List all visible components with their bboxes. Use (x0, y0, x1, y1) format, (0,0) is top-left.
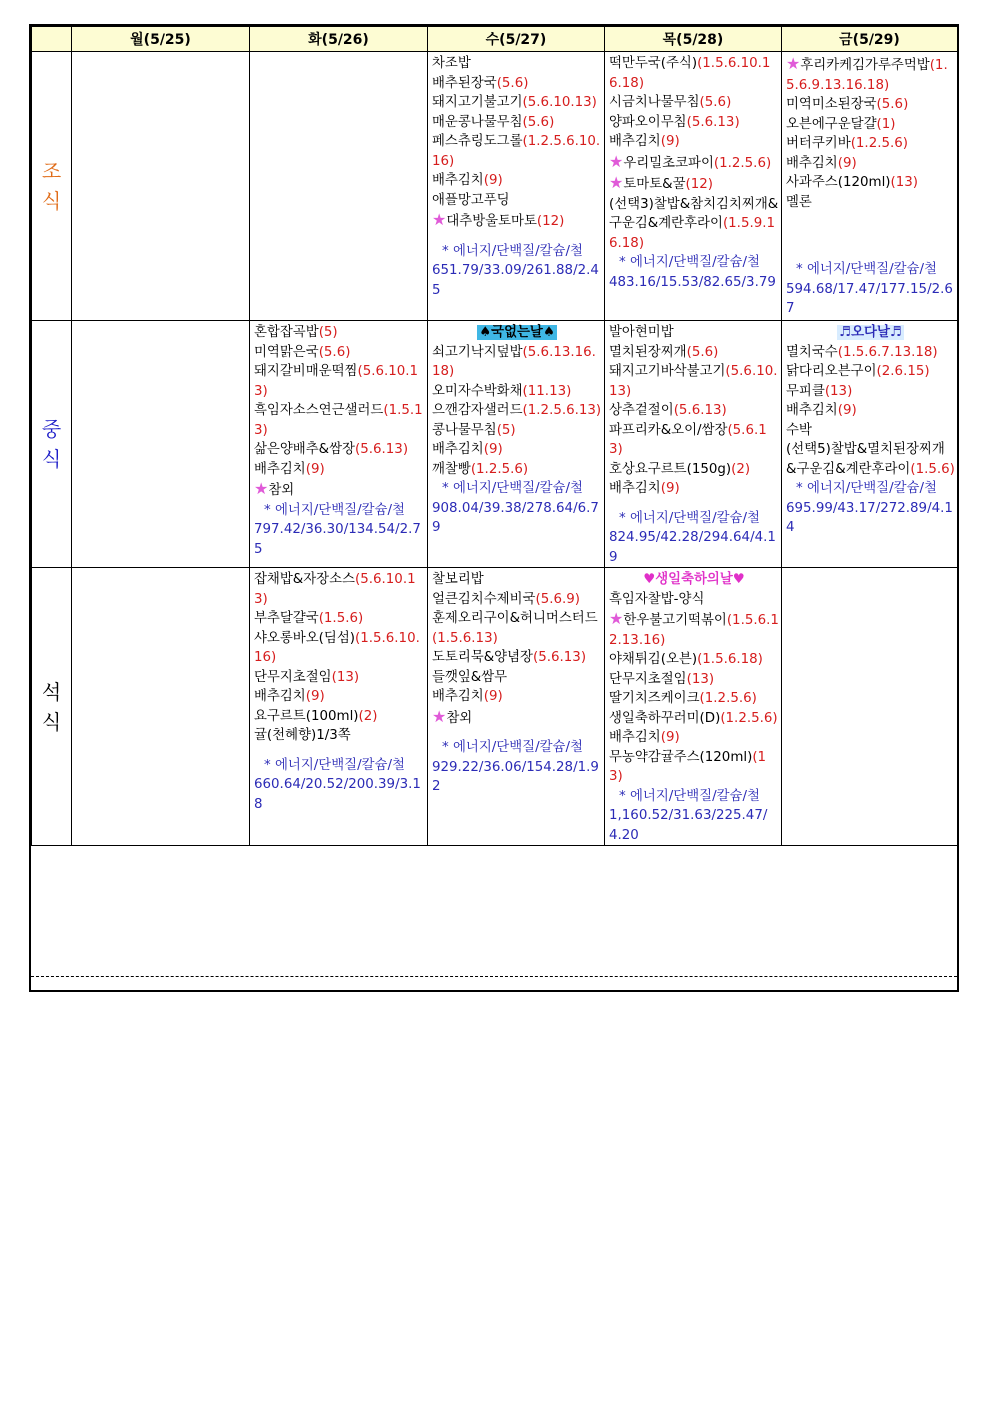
menu-item (609, 590, 779, 610)
menu-item (254, 687, 425, 707)
allergen-codes: (5.6.10.13) (609, 364, 778, 399)
corner-cell (32, 27, 72, 52)
menu-item-name: 찰보리밥 (432, 572, 484, 587)
menu-item-name: 돼지고기불고기 (432, 95, 523, 110)
menu-item-name: 사과주스(120ml) (786, 175, 891, 190)
star-icon: ★ (609, 609, 624, 628)
allergen-codes: (2.6.15) (876, 364, 930, 379)
breakfast-row (32, 52, 958, 321)
menu-item (432, 590, 602, 610)
meal-label-char: 조 (41, 159, 62, 183)
menu-item (786, 193, 955, 213)
menu-item-name: 후리카케김가루주먹밥 (800, 58, 930, 73)
nutrition-label: * 에너지/단백질/칼슘/철 (796, 481, 937, 496)
menu-item-name: 배추김치 (432, 442, 484, 457)
nutrition-label: * 에너지/단백질/칼슘/철 (442, 740, 583, 755)
nutrition-label: * 에너지/단백질/칼슘/철 (619, 510, 760, 526)
nutrition-values: 824.95/42.28/294.64/4.19 (609, 530, 776, 565)
nutrition-values: 797.42/36.30/134.54/2.75 (254, 522, 421, 557)
menu-item-name: 돼지고기바삭불고기 (609, 364, 726, 379)
nutrition-label: * 에너지/단백질/칼슘/철 (264, 757, 405, 773)
menu-item (432, 382, 602, 402)
menu-item-name: 참외 (268, 483, 295, 498)
allergen-codes: (5.6.13) (533, 650, 587, 665)
menu-list (72, 52, 249, 54)
menu-list (250, 321, 427, 559)
allergen-codes: (1.2.5.6.13) (522, 403, 602, 418)
allergen-codes: (1.5.6.7.13.18) (837, 344, 938, 360)
menu-item-name: 배추김치 (609, 481, 661, 496)
menu-item (432, 171, 602, 191)
menu-item (609, 650, 779, 670)
menu-item (786, 134, 955, 154)
menu-item (432, 343, 602, 382)
allergen-codes: (1.5.6.10.16) (254, 630, 420, 665)
menu-item (432, 687, 602, 707)
menu-item-name: 무피클 (786, 383, 825, 399)
menu-item-name: (선택5)찰밥&멸치된장찌개&구운김&계란후라이 (786, 442, 945, 477)
menu-list (250, 52, 427, 54)
menu-item-name: 부추달걀국 (254, 611, 319, 626)
menu-item-name: 배추김치 (609, 134, 661, 149)
menu-item-name: 떡만두국(주식) (609, 56, 698, 71)
menu-item-name: 샤오롱바오(딤섬) (254, 630, 355, 646)
menu-list (428, 321, 604, 538)
menu-item (786, 173, 955, 193)
menu-item-name: 오미자수박화채 (432, 383, 523, 399)
allergen-codes: (9) (660, 134, 680, 149)
notes-area (31, 772, 957, 977)
star-icon: ★ (432, 706, 447, 726)
menu-item (786, 95, 955, 115)
allergen-codes: (1.5.6.10.16.18) (609, 56, 771, 91)
menu-item-name: 콩나물무침 (432, 422, 497, 438)
menu-item (254, 323, 425, 343)
menu-item (432, 570, 602, 590)
menu-item-name: 생일축하꾸러미(D) (609, 710, 721, 726)
menu-item (609, 460, 779, 480)
menu-item (609, 479, 779, 499)
star-icon: ★ (609, 173, 624, 192)
menu-item-name: 배추된장국 (432, 75, 497, 91)
menu-item (609, 401, 779, 421)
menu-item (609, 689, 779, 709)
theme-day-banner (786, 323, 955, 343)
menu-item-name: 으깬감자샐러드 (432, 403, 523, 418)
menu-item-name: 호상요구르트(150g) (609, 461, 732, 477)
allergen-codes: (1.2.5.6) (713, 155, 772, 171)
breakfast-fri-cell (782, 52, 958, 321)
menu-item (432, 421, 602, 441)
allergen-codes: (12) (685, 177, 714, 192)
theme-day-text: ♥생일축하의날♥ (643, 572, 745, 587)
allergen-codes: (9) (483, 173, 503, 188)
menu-item (254, 609, 425, 629)
breakfast-tue-cell (250, 52, 428, 321)
menu-item (786, 421, 955, 441)
allergen-codes: (1.2.5.6) (699, 691, 757, 706)
menu-item (254, 629, 425, 668)
menu-item (609, 362, 779, 401)
menu-item (432, 93, 602, 113)
menu-list (428, 52, 604, 300)
menu-item (254, 668, 425, 688)
menu-item (254, 479, 425, 501)
menu-item-name: 파프리카&오이/쌈장 (609, 422, 728, 438)
menu-item-name: (선택3)찰밥&참치김치찌개&구운김&계란후라이 (609, 196, 779, 231)
menu-item (609, 173, 779, 195)
menu-sheet (29, 24, 959, 992)
lunch-mon-cell (72, 321, 250, 568)
menu-item (609, 421, 779, 460)
menu-item-name: 토마토&꿀 (623, 177, 686, 192)
menu-item (786, 382, 955, 402)
menu-item (786, 440, 955, 479)
menu-item (786, 154, 955, 174)
menu-item-name: 대추방울토마토 (446, 214, 537, 229)
star-icon: ★ (609, 151, 624, 171)
allergen-codes: (1.2.5.6.10.16) (432, 134, 601, 169)
meal-label-char: 중 (41, 417, 62, 441)
menu-item-name: 한우불고기떡볶이 (623, 613, 727, 628)
menu-item-name: 배추김치 (786, 155, 838, 171)
allergen-codes: (9) (483, 689, 503, 704)
nutrition-values: 929.22/36.06/154.28/1.92 (432, 759, 599, 794)
allergen-codes: (12) (536, 214, 565, 229)
menu-item (786, 343, 955, 363)
menu-item-name: 차조밥 (432, 56, 471, 71)
menu-item (609, 113, 779, 133)
menu-item-name: 도토리묵&양념장 (432, 650, 533, 665)
menu-item (609, 343, 779, 363)
star-icon: ★ (254, 479, 269, 498)
allergen-codes: (5.6.9) (535, 591, 581, 607)
menu-item-name: 흑임자소스연근샐러드 (254, 403, 384, 418)
day-header-fri: 금(5/29) (782, 27, 958, 52)
menu-list (605, 52, 781, 292)
menu-item-name: 흑임자찰밥-양식 (609, 591, 705, 607)
menu-item (432, 191, 602, 211)
menu-item-name: 귤(천혜향)1/3쪽 (254, 728, 351, 743)
star-icon: ★ (432, 210, 447, 229)
allergen-codes: (5.6) (522, 114, 555, 130)
menu-item (609, 709, 779, 729)
menu-item-name: 발아현미밥 (609, 325, 674, 340)
menu-item (432, 210, 602, 232)
menu-item-name: 애플망고푸딩 (432, 192, 510, 208)
menu-item-name: 배추김치 (254, 689, 306, 704)
day-header-tue: 화(5/26) (250, 27, 428, 52)
menu-item-name: 멜론 (786, 194, 812, 210)
allergen-codes: (13) (824, 383, 853, 399)
menu-item-name: 오븐에구운달걀 (786, 116, 877, 132)
menu-item (609, 670, 779, 690)
menu-list (605, 321, 781, 567)
menu-item-name: 배추김치 (432, 689, 484, 704)
allergen-codes: (1.5.13) (254, 403, 423, 438)
menu-item (786, 401, 955, 421)
nutrition-label: * 에너지/단백질/칼슘/철 (796, 262, 937, 277)
menu-item (432, 113, 602, 133)
meal-label-char: 식 (41, 709, 62, 734)
nutrition-values: 483.16/15.53/82.65/3.79 (609, 274, 776, 290)
menu-item-name: 단무지초절임 (609, 671, 687, 687)
allergen-codes: (5) (318, 325, 338, 340)
star-icon: ★ (786, 54, 801, 73)
theme-day-banner (609, 570, 779, 590)
allergen-codes: (5.6) (496, 75, 529, 91)
menu-item-name: 배추김치 (254, 461, 306, 477)
menu-item (609, 132, 779, 152)
menu-item-name: 들깻잎&쌈무 (432, 669, 508, 685)
allergen-codes: (5.6) (699, 95, 732, 110)
menu-list (72, 321, 249, 323)
allergen-codes: (1) (876, 116, 896, 132)
menu-item (609, 728, 779, 748)
menu-item-name: 참외 (446, 710, 473, 726)
menu-item-name: 잡채밥&자장소스 (254, 572, 355, 587)
menu-item (432, 668, 602, 688)
menu-list (782, 321, 957, 538)
header-row (32, 27, 958, 52)
menu-item (254, 362, 425, 401)
menu-item-name: 쇠고기낙지덮밥 (432, 344, 523, 360)
weekly-menu-table (31, 26, 958, 846)
breakfast-label (32, 52, 72, 321)
menu-item-name: 훈제오리구이&허니머스터드 (432, 611, 598, 626)
allergen-codes: (1.5.9.16.18) (609, 216, 776, 251)
theme-day-banner (432, 323, 602, 343)
menu-item-name: 멸치국수 (786, 344, 838, 360)
menu-item (432, 648, 602, 668)
menu-item (432, 54, 602, 74)
allergen-codes: (2) (358, 708, 378, 724)
menu-item-name: 배추김치 (432, 173, 484, 188)
nutrition-values: 1,160.52/31.63/225.47/4.20 (609, 808, 768, 843)
menu-item-name: 미역미소된장국 (786, 97, 877, 112)
allergen-codes: (5.6) (876, 97, 909, 112)
menu-item (432, 401, 602, 421)
meal-label-char: 석 (41, 679, 62, 704)
menu-item (609, 152, 779, 174)
nutrition-label: * 에너지/단백질/칼슘/철 (442, 481, 583, 496)
menu-item-name: 야채튀김(오븐) (609, 652, 698, 667)
allergen-codes: (1.5.6.13) (432, 630, 498, 646)
menu-item-name: 양파오이무침 (609, 114, 687, 130)
nutrition-values: 908.04/39.38/278.64/6.79 (432, 500, 599, 535)
menu-list (782, 568, 957, 570)
menu-list (72, 568, 249, 570)
lunch-row (32, 321, 958, 568)
menu-item-name: 단무지초절임 (254, 669, 332, 685)
menu-item (254, 440, 425, 460)
menu-item (609, 54, 779, 93)
menu-item-name: 시금치나물무침 (609, 95, 700, 110)
menu-item-name: 매운콩나물무침 (432, 114, 523, 130)
nutrition-label: * 에너지/단백질/칼슘/철 (442, 243, 583, 259)
allergen-codes: (13) (609, 749, 767, 784)
menu-item-name: 페스츄링도그롤 (432, 134, 523, 149)
menu-item (254, 343, 425, 363)
menu-item-name: 배추김치 (786, 403, 838, 418)
breakfast-mon-cell (72, 52, 250, 321)
allergen-codes: (13) (686, 671, 715, 687)
menu-item-name: 돼지갈비매운떡찜 (254, 364, 358, 379)
lunch-tue-cell (250, 321, 428, 568)
allergen-codes: (5.6.13.16.18) (432, 344, 596, 379)
allergen-codes: (1.5.6) (910, 461, 955, 477)
lunch-fri-cell (782, 321, 958, 568)
nutrition-values: 594.68/17.47/177.15/2.67 (786, 281, 953, 316)
allergen-codes: (1.5.6.12.13.16) (609, 613, 779, 648)
menu-item-name: 미역맑은국 (254, 344, 319, 360)
allergen-codes: (2) (731, 461, 751, 477)
menu-item-name: 무농약감귤주스(120ml) (609, 749, 753, 765)
meal-label-char: 식 (41, 189, 62, 213)
breakfast-thu-cell (605, 52, 782, 321)
menu-item (432, 74, 602, 94)
menu-item (254, 726, 425, 746)
allergen-codes: (5.6.13) (673, 403, 727, 418)
nutrition-label: * 에너지/단백질/칼슘/철 (619, 788, 760, 804)
allergen-codes: (9) (660, 481, 680, 496)
menu-item-name: 깨찰빵 (432, 461, 471, 477)
menu-item-name: 수박 (786, 422, 812, 438)
allergen-codes: (9) (305, 461, 325, 477)
nutrition-values: 651.79/33.09/261.88/2.45 (432, 263, 599, 298)
allergen-codes: (5.6) (318, 344, 351, 360)
allergen-codes: (1.5.6) (318, 611, 364, 626)
menu-item (432, 440, 602, 460)
menu-item-name: 얼큰김치수제비국 (432, 591, 536, 607)
allergen-codes: (5.6.13) (609, 422, 767, 457)
allergen-codes: (5) (496, 422, 516, 438)
nutrition-values: 660.64/20.52/200.39/3.18 (254, 777, 421, 812)
menu-item-name: 삶은양배추&쌈장 (254, 442, 355, 457)
menu-item-name: 멸치된장찌개 (609, 344, 687, 360)
nutrition-label: * 에너지/단백질/칼슘/철 (264, 502, 405, 518)
allergen-codes: (9) (483, 442, 503, 457)
menu-item (609, 195, 779, 254)
allergen-codes: (5.6.13) (686, 114, 740, 130)
allergen-codes: (1.2.5.6) (720, 710, 778, 726)
menu-item-name: 닭다리오븐구이 (786, 364, 877, 379)
menu-item (609, 323, 779, 343)
allergen-codes: (13) (890, 175, 919, 190)
menu-item (432, 132, 602, 171)
menu-item (254, 707, 425, 727)
allergen-codes: (5.6) (686, 344, 719, 360)
menu-list (428, 568, 604, 797)
menu-item (254, 460, 425, 480)
nutrition-values: 695.99/43.17/272.89/4.14 (786, 500, 953, 535)
menu-item-name: 우리밀초코파이 (623, 155, 714, 171)
menu-item-name: 상추겉절이 (609, 403, 674, 418)
day-header-thu: 목(5/28) (605, 27, 782, 52)
menu-item-name: 버터쿠키바 (786, 136, 851, 151)
menu-item (432, 609, 602, 648)
allergen-codes: (5.6.10.13) (254, 364, 419, 399)
menu-item-name: 딸기치즈케이크 (609, 691, 700, 706)
lunch-thu-cell (605, 321, 782, 568)
menu-item (432, 460, 602, 480)
allergen-codes: (13) (331, 669, 360, 685)
menu-item (254, 570, 425, 609)
allergen-codes: (9) (837, 155, 857, 171)
breakfast-wed-cell (428, 52, 605, 321)
allergen-codes: (5.6.10.13) (522, 95, 597, 110)
allergen-codes: (9) (837, 403, 857, 418)
allergen-codes: (9) (305, 689, 325, 704)
allergen-codes: (1.2.5.6) (470, 461, 529, 477)
meal-label-char: 식 (41, 447, 62, 471)
allergen-codes: (5.6.10.13) (254, 572, 416, 607)
menu-item (609, 93, 779, 113)
menu-item-name: 배추김치 (609, 730, 661, 745)
menu-item (786, 54, 955, 95)
lunch-wed-cell (428, 321, 605, 568)
allergen-codes: (11.13) (522, 383, 572, 399)
menu-item-name: 요구르트(100ml) (254, 708, 359, 724)
menu-item (786, 362, 955, 382)
menu-item (609, 609, 779, 650)
allergen-codes: (9) (660, 730, 680, 745)
allergen-codes: (1.5.6.9.13.16.18) (786, 58, 948, 93)
allergen-codes: (1.2.5.6) (850, 136, 908, 151)
allergen-codes: (1.5.6.18) (697, 652, 763, 667)
theme-day-text: ♠국없는날♠ (479, 325, 555, 340)
allergen-codes: (5.6.13) (355, 442, 409, 457)
menu-item (786, 115, 955, 135)
menu-item (254, 401, 425, 440)
day-header-mon: 월(5/25) (72, 27, 250, 52)
day-header-wed: 수(5/27) (428, 27, 605, 52)
theme-day-text: ♬오다날♬ (839, 325, 902, 340)
menu-list (782, 52, 957, 319)
menu-item-name: 혼합잡곡밥 (254, 325, 319, 340)
nutrition-label: * 에너지/단백질/칼슘/철 (619, 255, 760, 270)
lunch-label (32, 321, 72, 568)
menu-item (432, 707, 602, 729)
